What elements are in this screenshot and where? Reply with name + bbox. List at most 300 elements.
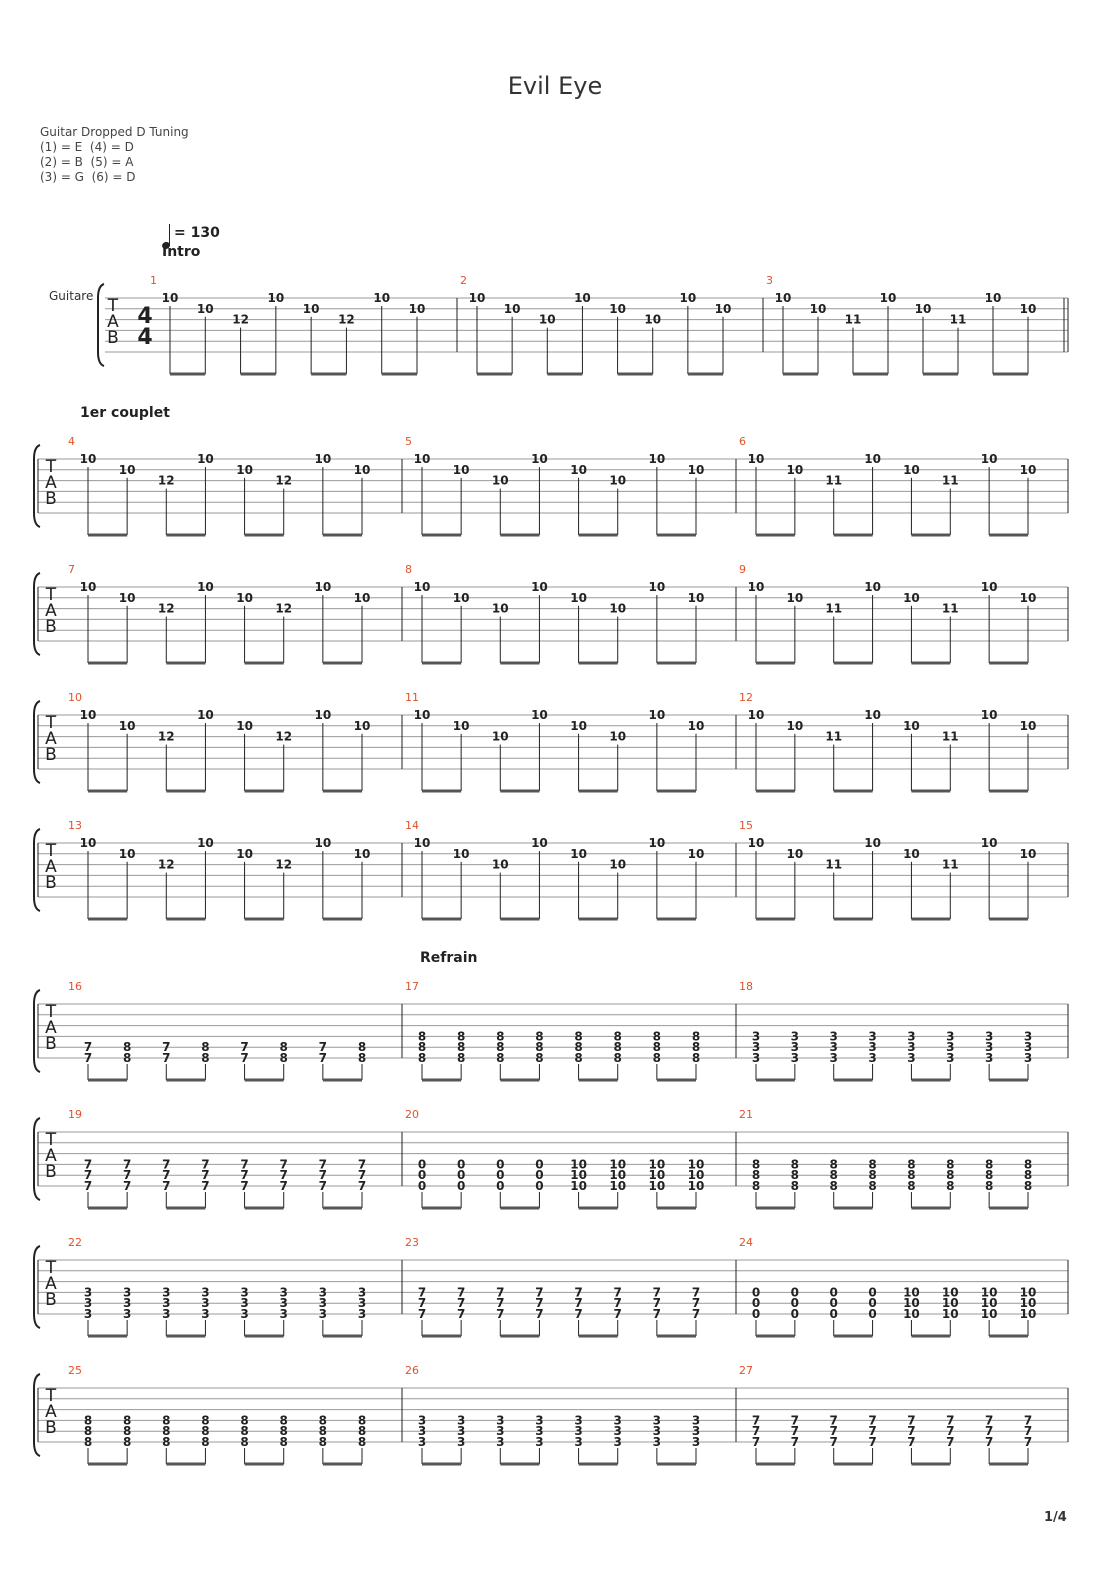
tab-clef-letter: B bbox=[45, 1418, 57, 1438]
fret-number: 8 bbox=[652, 1029, 662, 1044]
fret-number: 8 bbox=[279, 1424, 288, 1439]
section-label-intro: Intro bbox=[162, 244, 201, 260]
fret-number: 11 bbox=[825, 729, 843, 744]
fret-number: 8 bbox=[456, 1040, 466, 1055]
fret-number: 10 bbox=[79, 836, 97, 850]
fret-number: 8 bbox=[535, 1051, 544, 1065]
fret-number: 8 bbox=[1023, 1179, 1033, 1193]
fret-number: 10 bbox=[774, 291, 792, 305]
fret-number: 10 bbox=[786, 462, 804, 477]
fret-number: 3 bbox=[907, 1029, 916, 1044]
measure-number: 23 bbox=[405, 1236, 419, 1249]
fret-number: 8 bbox=[829, 1157, 838, 1172]
fret-number: 8 bbox=[417, 1040, 427, 1055]
fret-number: 8 bbox=[122, 1435, 132, 1449]
fret-number: 8 bbox=[456, 1051, 466, 1065]
tab-clef-letter: A bbox=[45, 601, 57, 621]
fret-number: 7 bbox=[279, 1157, 288, 1172]
fret-number: 8 bbox=[829, 1179, 838, 1193]
fret-number: 3 bbox=[790, 1051, 800, 1065]
fret-number: 7 bbox=[829, 1413, 838, 1428]
fret-number: 7 bbox=[907, 1424, 916, 1439]
tab-clef-letter: A bbox=[107, 312, 119, 332]
fret-number: 3 bbox=[535, 1435, 544, 1449]
fret-number: 10 bbox=[879, 291, 897, 305]
fret-number: 8 bbox=[162, 1424, 171, 1439]
fret-number: 7 bbox=[751, 1435, 761, 1449]
page-number: 1/4 bbox=[1044, 1510, 1067, 1525]
fret-number: 10 bbox=[302, 301, 320, 316]
measure-number: 16 bbox=[68, 980, 82, 993]
fret-number: 11 bbox=[844, 312, 862, 327]
fret-number: 8 bbox=[984, 1179, 994, 1193]
fret-number: 0 bbox=[535, 1179, 544, 1193]
song-title: Evil Eye bbox=[507, 72, 603, 100]
fret-number: 8 bbox=[201, 1051, 210, 1065]
measure-number: 9 bbox=[739, 563, 746, 576]
fret-number: 3 bbox=[868, 1040, 877, 1055]
instrument-label: Guitare bbox=[49, 289, 94, 303]
fret-number: 10 bbox=[980, 580, 998, 594]
fret-number: 10 bbox=[570, 590, 587, 605]
fret-number: 7 bbox=[83, 1168, 93, 1183]
fret-number: 7 bbox=[984, 1424, 994, 1439]
fret-number: 7 bbox=[279, 1179, 288, 1193]
fret-number: 8 bbox=[751, 1157, 761, 1172]
fret-number: 3 bbox=[751, 1029, 761, 1044]
fret-number: 3 bbox=[456, 1424, 466, 1439]
fret-number: 10 bbox=[1019, 1307, 1037, 1321]
tab-clef-letter: B bbox=[45, 1034, 57, 1054]
fret-number: 8 bbox=[535, 1040, 544, 1055]
fret-number: 10 bbox=[903, 1307, 920, 1321]
fret-number: 8 bbox=[357, 1435, 367, 1449]
fret-number: 3 bbox=[691, 1435, 701, 1449]
fret-number: 3 bbox=[829, 1029, 838, 1044]
fret-number: 8 bbox=[122, 1413, 132, 1428]
fret-number: 11 bbox=[825, 857, 843, 872]
fret-number: 8 bbox=[907, 1157, 916, 1172]
measure-number: 11 bbox=[405, 691, 419, 704]
fret-number: 7 bbox=[417, 1307, 427, 1321]
system-bracket bbox=[34, 829, 40, 911]
fret-number: 10 bbox=[491, 473, 509, 488]
tab-clef-letter: T bbox=[45, 1386, 57, 1406]
fret-number: 8 bbox=[868, 1168, 877, 1183]
fret-number: 3 bbox=[984, 1051, 994, 1065]
fret-number: 10 bbox=[1019, 846, 1037, 861]
fret-number: 0 bbox=[496, 1168, 505, 1183]
time-signature-top: 4 bbox=[137, 304, 153, 329]
fret-number: 8 bbox=[417, 1029, 427, 1044]
fret-number: 12 bbox=[275, 857, 293, 872]
fret-number: 10 bbox=[452, 718, 470, 733]
fret-number: 10 bbox=[491, 857, 509, 872]
fret-number: 3 bbox=[829, 1040, 838, 1055]
fret-number: 10 bbox=[941, 1307, 959, 1321]
fret-number: 0 bbox=[868, 1296, 877, 1311]
measure-number: 27 bbox=[739, 1364, 753, 1377]
tuning-name: Guitar Dropped D Tuning bbox=[40, 125, 189, 139]
tab-clef-letter: B bbox=[45, 1162, 57, 1182]
fret-number: 10 bbox=[648, 580, 666, 594]
fret-number: 8 bbox=[83, 1435, 93, 1449]
measure-number: 15 bbox=[739, 819, 753, 832]
fret-number: 8 bbox=[357, 1051, 367, 1065]
fret-number: 10 bbox=[809, 301, 827, 316]
fret-number: 8 bbox=[868, 1157, 877, 1172]
fret-number: 3 bbox=[357, 1296, 367, 1311]
fret-number: 8 bbox=[279, 1051, 288, 1065]
section-label-couplet: 1er couplet bbox=[80, 405, 170, 421]
measure-number: 13 bbox=[68, 819, 82, 832]
tab-clef-letter: A bbox=[45, 1402, 57, 1422]
fret-number: 8 bbox=[652, 1040, 662, 1055]
measure-number: 5 bbox=[405, 435, 412, 448]
fret-number: 10 bbox=[984, 291, 1002, 305]
fret-number: 7 bbox=[946, 1413, 955, 1428]
fret-number: 8 bbox=[318, 1435, 328, 1449]
fret-number: 7 bbox=[83, 1051, 93, 1065]
fret-number: 7 bbox=[201, 1157, 210, 1172]
fret-number: 8 bbox=[946, 1157, 955, 1172]
fret-number: 10 bbox=[980, 1307, 998, 1321]
fret-number: 7 bbox=[1023, 1413, 1033, 1428]
fret-number: 12 bbox=[157, 729, 175, 744]
fret-number: 10 bbox=[864, 708, 881, 722]
fret-number: 0 bbox=[417, 1157, 427, 1172]
fret-number: 3 bbox=[122, 1307, 132, 1321]
fret-number: 7 bbox=[496, 1307, 505, 1321]
fret-number: 10 bbox=[353, 462, 371, 477]
fret-number: 3 bbox=[456, 1413, 466, 1428]
fret-number: 3 bbox=[240, 1307, 249, 1321]
measure-number: 6 bbox=[739, 435, 746, 448]
measure-number: 25 bbox=[68, 1364, 82, 1377]
fret-number: 8 bbox=[318, 1424, 328, 1439]
fret-number: 0 bbox=[751, 1307, 761, 1321]
system-bracket bbox=[34, 1246, 40, 1328]
fret-number: 10 bbox=[980, 1296, 998, 1311]
fret-number: 10 bbox=[609, 729, 627, 744]
fret-number: 3 bbox=[790, 1029, 800, 1044]
fret-number: 8 bbox=[83, 1424, 93, 1439]
fret-number: 10 bbox=[118, 462, 136, 477]
fret-number: 10 bbox=[491, 729, 509, 744]
fret-number: 10 bbox=[413, 580, 431, 594]
fret-number: 3 bbox=[1023, 1051, 1033, 1065]
fret-number: 10 bbox=[687, 462, 705, 477]
fret-number: 12 bbox=[275, 601, 293, 616]
fret-number: 10 bbox=[609, 1168, 627, 1183]
fret-number: 11 bbox=[941, 857, 959, 872]
fret-number: 10 bbox=[903, 1296, 920, 1311]
fret-number: 10 bbox=[903, 462, 920, 477]
fret-number: 3 bbox=[574, 1413, 583, 1428]
fret-number: 10 bbox=[236, 846, 253, 861]
fret-number: 10 bbox=[941, 1285, 959, 1300]
fret-number: 8 bbox=[357, 1424, 367, 1439]
fret-number: 3 bbox=[318, 1296, 328, 1311]
fret-number: 10 bbox=[747, 452, 765, 466]
fret-number: 8 bbox=[122, 1424, 132, 1439]
fret-number: 3 bbox=[946, 1040, 955, 1055]
fret-number: 8 bbox=[613, 1051, 622, 1065]
fret-number: 10 bbox=[687, 718, 705, 733]
fret-number: 3 bbox=[201, 1296, 210, 1311]
fret-number: 10 bbox=[353, 846, 371, 861]
tab-clef-letter: T bbox=[107, 296, 119, 316]
tab-clef-letter: T bbox=[45, 457, 57, 477]
fret-number: 7 bbox=[790, 1413, 800, 1428]
fret-number: 7 bbox=[829, 1424, 838, 1439]
fret-number: 10 bbox=[353, 590, 371, 605]
fret-number: 7 bbox=[496, 1296, 505, 1311]
fret-number: 7 bbox=[162, 1179, 171, 1193]
tab-clef-letter: T bbox=[45, 1130, 57, 1150]
fret-number: 10 bbox=[648, 1179, 666, 1193]
fret-number: 3 bbox=[162, 1296, 171, 1311]
fret-number: 3 bbox=[907, 1040, 916, 1055]
fret-number: 11 bbox=[941, 601, 959, 616]
fret-number: 7 bbox=[984, 1435, 994, 1449]
fret-number: 7 bbox=[496, 1285, 505, 1300]
fret-number: 7 bbox=[868, 1424, 877, 1439]
fret-number: 3 bbox=[417, 1424, 427, 1439]
tab-clef-letter: A bbox=[45, 473, 57, 493]
fret-number: 8 bbox=[279, 1435, 288, 1449]
fret-number: 7 bbox=[318, 1168, 328, 1183]
fret-number: 7 bbox=[417, 1296, 427, 1311]
system-bracket bbox=[34, 990, 40, 1072]
fret-number: 10 bbox=[980, 708, 998, 722]
fret-number: 3 bbox=[417, 1435, 427, 1449]
fret-number: 11 bbox=[941, 729, 959, 744]
fret-number: 7 bbox=[790, 1435, 800, 1449]
fret-number: 10 bbox=[609, 857, 627, 872]
fret-number: 7 bbox=[691, 1307, 701, 1321]
fret-number: 7 bbox=[751, 1413, 761, 1428]
fret-number: 8 bbox=[162, 1435, 171, 1449]
fret-number: 7 bbox=[240, 1051, 249, 1065]
fret-number: 8 bbox=[496, 1051, 505, 1065]
fret-number: 10 bbox=[747, 580, 765, 594]
fret-number: 8 bbox=[122, 1051, 132, 1065]
fret-number: 10 bbox=[531, 708, 548, 722]
fret-number: 0 bbox=[790, 1307, 800, 1321]
fret-number: 10 bbox=[353, 718, 371, 733]
fret-number: 10 bbox=[531, 836, 548, 850]
fret-number: 10 bbox=[452, 590, 470, 605]
fret-number: 8 bbox=[279, 1413, 288, 1428]
fret-number: 3 bbox=[1023, 1029, 1033, 1044]
fret-number: 8 bbox=[613, 1040, 622, 1055]
fret-number: 3 bbox=[535, 1424, 544, 1439]
fret-number: 7 bbox=[613, 1296, 622, 1311]
fret-number: 7 bbox=[318, 1157, 328, 1172]
fret-number: 10 bbox=[413, 836, 431, 850]
tab-clef-letter: T bbox=[45, 1002, 57, 1022]
fret-number: 11 bbox=[825, 601, 843, 616]
fret-number: 3 bbox=[162, 1307, 171, 1321]
fret-number: 8 bbox=[984, 1168, 994, 1183]
fret-number: 10 bbox=[980, 452, 998, 466]
tab-clef-letter: B bbox=[45, 873, 57, 893]
fret-number: 7 bbox=[240, 1040, 249, 1055]
fret-number: 7 bbox=[652, 1296, 662, 1311]
system-bracket bbox=[34, 701, 40, 783]
fret-number: 10 bbox=[373, 291, 391, 305]
fret-number: 10 bbox=[1019, 301, 1037, 316]
fret-number: 7 bbox=[946, 1435, 955, 1449]
fret-number: 10 bbox=[687, 1157, 705, 1172]
tuning-line: (1) = E (4) = D bbox=[40, 140, 134, 154]
fret-number: 10 bbox=[648, 1168, 666, 1183]
fret-number: 7 bbox=[829, 1435, 838, 1449]
tab-clef-letter: A bbox=[45, 1018, 57, 1038]
fret-number: 0 bbox=[496, 1157, 505, 1172]
fret-number: 3 bbox=[240, 1296, 249, 1311]
fret-number: 10 bbox=[118, 590, 136, 605]
fret-number: 10 bbox=[452, 462, 470, 477]
fret-number: 10 bbox=[314, 836, 332, 850]
fret-number: 10 bbox=[197, 580, 214, 594]
fret-number: 10 bbox=[161, 291, 179, 305]
fret-number: 7 bbox=[652, 1307, 662, 1321]
fret-number: 10 bbox=[570, 462, 587, 477]
system-bracket bbox=[98, 284, 104, 366]
fret-number: 3 bbox=[83, 1296, 93, 1311]
fret-number: 12 bbox=[275, 729, 293, 744]
fret-number: 8 bbox=[691, 1051, 701, 1065]
fret-number: 7 bbox=[162, 1040, 171, 1055]
fret-number: 10 bbox=[531, 580, 548, 594]
fret-number: 10 bbox=[413, 708, 431, 722]
fret-number: 0 bbox=[790, 1296, 800, 1311]
fret-number: 8 bbox=[83, 1413, 93, 1428]
measure-number: 14 bbox=[405, 819, 419, 832]
fret-number: 7 bbox=[535, 1307, 544, 1321]
fret-number: 3 bbox=[279, 1307, 288, 1321]
system-bracket bbox=[34, 445, 40, 527]
measure-number: 24 bbox=[739, 1236, 753, 1249]
tab-clef-letter: T bbox=[45, 841, 57, 861]
fret-number: 12 bbox=[157, 601, 175, 616]
section-label-refrain: Refrain bbox=[420, 950, 478, 966]
fret-number: 10 bbox=[314, 708, 332, 722]
fret-number: 8 bbox=[652, 1051, 662, 1065]
fret-number: 3 bbox=[691, 1424, 701, 1439]
tab-clef-letter: B bbox=[45, 489, 57, 509]
fret-number: 7 bbox=[574, 1296, 583, 1311]
fret-number: 8 bbox=[496, 1040, 505, 1055]
fret-number: 7 bbox=[357, 1157, 367, 1172]
measure-number: 10 bbox=[68, 691, 82, 704]
fret-number: 7 bbox=[652, 1285, 662, 1300]
fret-number: 8 bbox=[162, 1413, 171, 1428]
fret-number: 10 bbox=[786, 590, 804, 605]
fret-number: 8 bbox=[357, 1040, 367, 1055]
fret-number: 7 bbox=[83, 1040, 93, 1055]
tab-clef-letter: B bbox=[45, 617, 57, 637]
fret-number: 7 bbox=[318, 1051, 328, 1065]
fret-number: 10 bbox=[452, 846, 470, 861]
fret-number: 7 bbox=[456, 1285, 466, 1300]
fret-number: 0 bbox=[868, 1285, 877, 1300]
fret-number: 8 bbox=[829, 1168, 838, 1183]
fret-number: 7 bbox=[318, 1040, 328, 1055]
measure-number: 12 bbox=[739, 691, 753, 704]
fret-number: 0 bbox=[496, 1179, 505, 1193]
fret-number: 7 bbox=[162, 1168, 171, 1183]
fret-number: 7 bbox=[984, 1413, 994, 1428]
fret-number: 10 bbox=[687, 590, 705, 605]
fret-number: 8 bbox=[790, 1168, 800, 1183]
fret-number: 7 bbox=[240, 1157, 249, 1172]
tab-clef-letter: T bbox=[45, 1258, 57, 1278]
fret-number: 10 bbox=[648, 452, 666, 466]
fret-number: 3 bbox=[984, 1040, 994, 1055]
fret-number: 10 bbox=[314, 580, 332, 594]
fret-number: 8 bbox=[417, 1051, 427, 1065]
fret-number: 3 bbox=[162, 1285, 171, 1300]
fret-number: 7 bbox=[691, 1285, 701, 1300]
fret-number: 10 bbox=[609, 301, 626, 316]
fret-number: 10 bbox=[679, 291, 697, 305]
fret-number: 7 bbox=[613, 1285, 622, 1300]
fret-number: 3 bbox=[318, 1285, 328, 1300]
fret-number: 10 bbox=[864, 452, 881, 466]
fret-number: 10 bbox=[903, 1285, 920, 1300]
fret-number: 3 bbox=[456, 1435, 466, 1449]
fret-number: 11 bbox=[941, 473, 959, 488]
fret-number: 8 bbox=[122, 1040, 132, 1055]
fret-number: 8 bbox=[613, 1029, 622, 1044]
fret-number: 0 bbox=[868, 1307, 877, 1321]
fret-number: 8 bbox=[240, 1424, 249, 1439]
fret-number: 3 bbox=[829, 1051, 838, 1065]
fret-number: 7 bbox=[357, 1168, 367, 1183]
system-bracket bbox=[34, 1118, 40, 1200]
fret-number: 8 bbox=[318, 1413, 328, 1428]
tab-clef-letter: B bbox=[45, 1290, 57, 1310]
tab-clef-letter: A bbox=[45, 729, 57, 749]
fret-number: 8 bbox=[201, 1424, 210, 1439]
fret-number: 10 bbox=[1019, 1285, 1037, 1300]
fret-number: 10 bbox=[1019, 462, 1037, 477]
fret-number: 10 bbox=[648, 836, 666, 850]
fret-number: 7 bbox=[751, 1424, 761, 1439]
fret-number: 0 bbox=[456, 1157, 466, 1172]
fret-number: 10 bbox=[197, 836, 214, 850]
fret-number: 8 bbox=[574, 1051, 583, 1065]
fret-number: 0 bbox=[751, 1296, 761, 1311]
fret-number: 3 bbox=[691, 1413, 701, 1428]
fret-number: 3 bbox=[201, 1307, 210, 1321]
fret-number: 10 bbox=[574, 291, 591, 305]
fret-number: 0 bbox=[417, 1179, 427, 1193]
fret-number: 7 bbox=[535, 1285, 544, 1300]
measure-number: 17 bbox=[405, 980, 419, 993]
tab-clef-letter: A bbox=[45, 857, 57, 877]
fret-number: 7 bbox=[122, 1157, 132, 1172]
fret-number: 8 bbox=[240, 1413, 249, 1428]
fret-number: 7 bbox=[535, 1296, 544, 1311]
system-bracket bbox=[34, 573, 40, 655]
fret-number: 7 bbox=[946, 1424, 955, 1439]
fret-number: 0 bbox=[829, 1307, 838, 1321]
fret-number: 12 bbox=[157, 473, 175, 488]
